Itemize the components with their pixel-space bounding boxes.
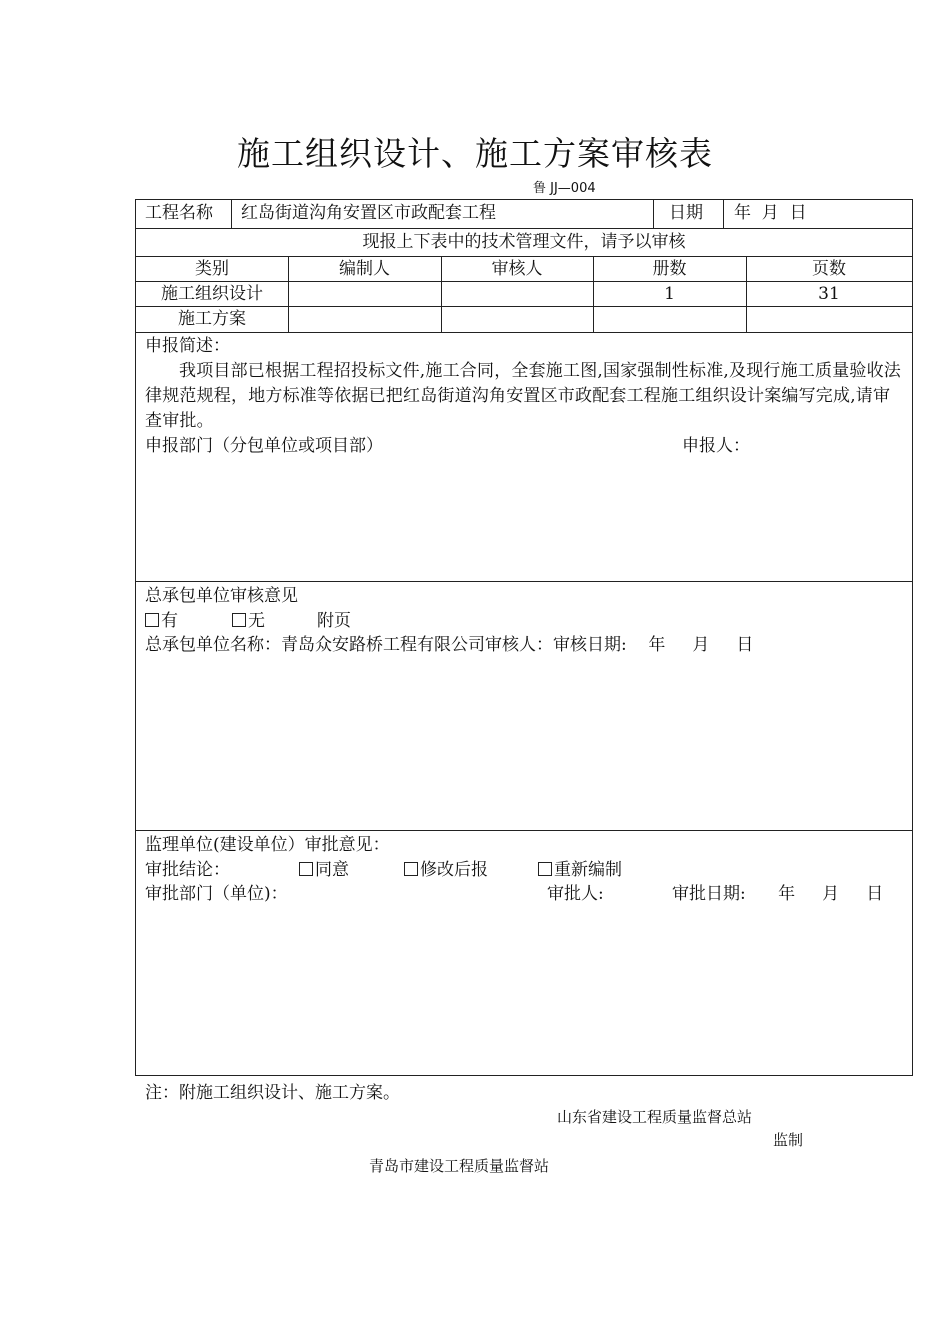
option-no[interactable] — [232, 609, 265, 633]
approval-dept-label: 审批部门（单位)： — [145, 884, 288, 904]
footer-org-primary: 山东省建设工程质量监督总站 — [557, 1108, 753, 1126]
option-yes[interactable] — [145, 609, 178, 633]
col-header-reviewer: 审核人 — [491, 259, 543, 279]
col-header-category: 类别 — [195, 259, 229, 279]
col-header-volumes: 册数 — [652, 259, 687, 279]
col-header-pages: 页数 — [812, 259, 846, 279]
submit-statement: 现报上下表中的技术管理文件，请予以审核 — [362, 232, 686, 252]
table-cell-category: 施工组织设计 — [161, 284, 263, 304]
option-yes-label: 有 — [161, 611, 178, 631]
report-person-label: 申报人： — [682, 436, 750, 456]
checkbox-icon — [404, 862, 418, 876]
checkbox-icon — [145, 613, 159, 627]
page-title: 施工组织设计、施工方案审核表 — [237, 134, 713, 173]
report-body: 我项目部已根据工程招投标文件,施工合同，全套施工图,国家强制性标准,及现行施工质量验收法律规范规程，地方标准等依据已把红岛街道沟角安置区市政配套工程施工组织设计案编写完成,请审查审批。 — [145, 361, 902, 431]
date-label: 日期 — [669, 203, 703, 223]
row-divider — [136, 332, 912, 333]
review-form — [135, 199, 913, 1076]
report-heading: 申报简述： — [145, 336, 230, 356]
date-value: 年 月 日 — [734, 203, 807, 223]
project-name-value: 红岛街道沟角安置区市政配套工程 — [241, 203, 496, 223]
col-header-author: 编制人 — [339, 259, 390, 279]
project-name-label: 工程名称 — [145, 203, 213, 223]
col-divider — [231, 200, 232, 228]
table-cell-category: 施工方案 — [178, 309, 246, 329]
option-redo-label: 重新编制 — [554, 860, 622, 880]
option-agree-label: 同意 — [315, 860, 349, 880]
section-divider — [136, 830, 912, 831]
approval-date-label: 审批日期: 年 月 日 — [672, 884, 884, 904]
table-cell-volumes: 1 — [664, 284, 675, 304]
footer-note: 注：附施工组织设计、施工方案。 — [145, 1083, 400, 1103]
col-divider — [653, 200, 654, 228]
approver-label: 审批人: — [547, 884, 604, 904]
option-modify-label: 修改后报 — [420, 860, 488, 880]
conclusion-label: 审批结论： — [145, 860, 230, 880]
contractor-name-line: 总承包单位名称：青岛众安路桥工程有限公司审核人：审核日期: 年 月 日 — [145, 635, 754, 655]
footer-org-secondary: 青岛市建设工程质量监督站 — [369, 1157, 550, 1175]
supervisor-heading: 监理单位(建设单位）审批意见： — [145, 835, 390, 855]
report-dept-label: 申报部门（分包单位或项目部） — [145, 436, 383, 456]
option-no-label: 无 — [248, 611, 265, 631]
section-divider — [136, 581, 912, 582]
contractor-heading: 总承包单位审核意见 — [145, 586, 298, 606]
checkbox-icon — [538, 862, 552, 876]
col-divider — [723, 200, 724, 228]
footer-org-suffix: 监制 — [773, 1131, 804, 1149]
form-code: 鲁 JJ—004 — [533, 181, 596, 196]
table-cell-pages: 31 — [818, 284, 840, 304]
row-divider — [136, 228, 912, 229]
checkbox-icon — [232, 613, 246, 627]
option-agree[interactable] — [299, 858, 349, 882]
attachment-label: 附页 — [317, 611, 351, 631]
checkbox-icon — [299, 862, 313, 876]
option-modify[interactable] — [404, 858, 488, 882]
option-redo[interactable] — [538, 858, 622, 882]
